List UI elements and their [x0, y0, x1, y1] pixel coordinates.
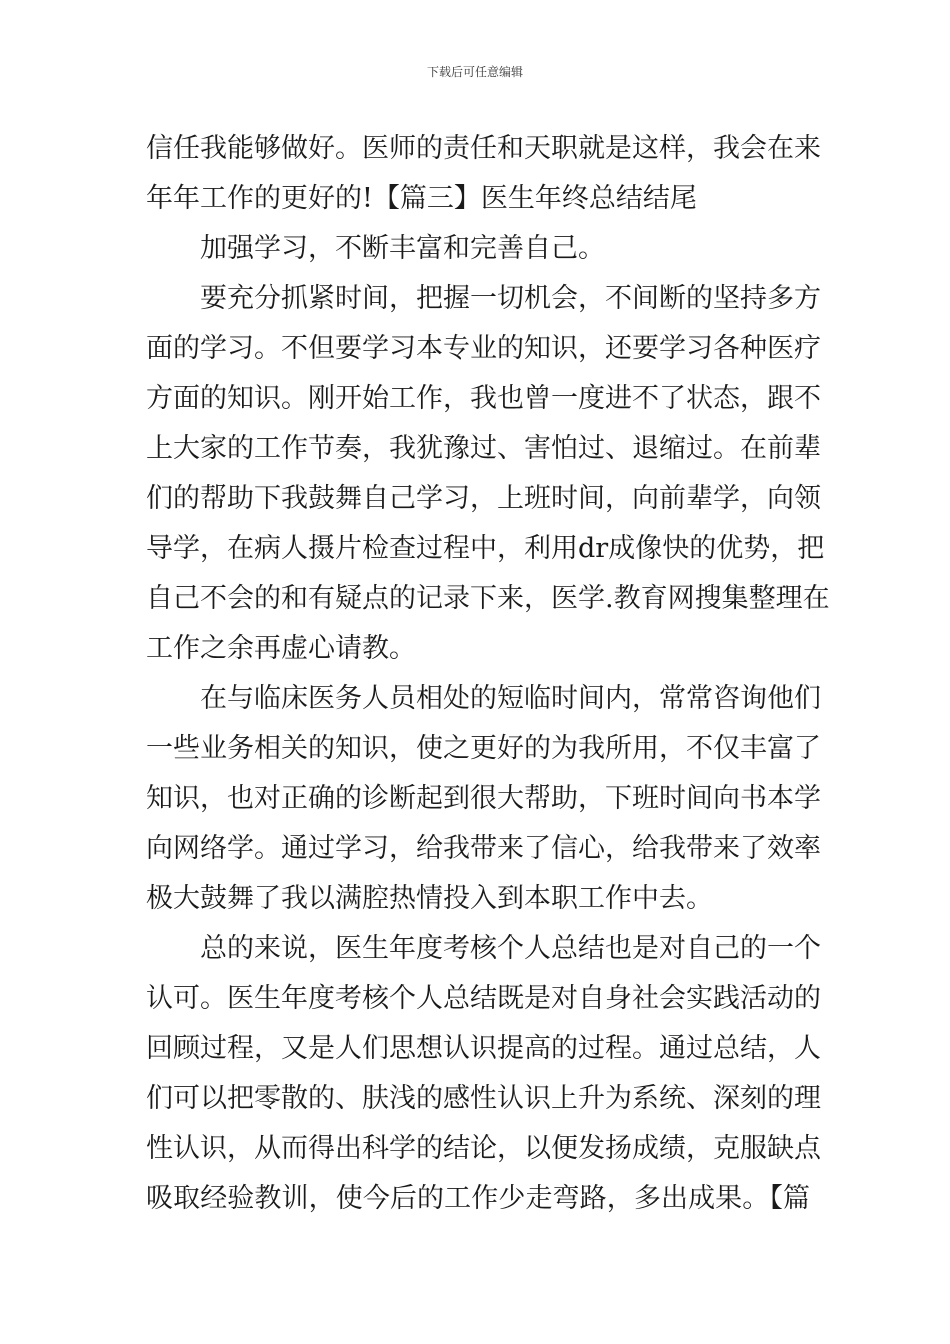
document-body — [146, 124, 830, 1224]
text-line: 工作之余再虚心请教。 — [146, 633, 416, 664]
text-line: 一些业务相关的知识，使之更好的为我所用，不仅丰富了 — [146, 733, 821, 764]
text-line: 吸取经验教训，使今后的工作少走弯路，多出成果。【篇 — [146, 1183, 810, 1214]
text-line: 加强学习，不断丰富和完善自己。 — [200, 233, 605, 264]
text-line: 认可。医生年度考核个人总结既是对自身社会实践活动的 — [146, 983, 821, 1014]
text-line: 极大鼓舞了我以满腔热情投入到本职工作中去。 — [146, 883, 713, 914]
text-line: 们的帮助下我鼓舞自己学习，上班时间，向前辈学，向领 — [146, 483, 821, 514]
text-line: 总的来说，医生年度考核个人总结也是对自己的一个 — [200, 933, 821, 964]
text-line: 面的学习。不但要学习本专业的知识，还要学习各种医疗 — [146, 333, 821, 364]
text-line: 信任我能够做好。医师的责任和天职就是这样，我会在来 — [146, 133, 821, 164]
text-line: 导学，在病人摄片检查过程中，利用dr成像快的优势，把 — [146, 533, 825, 564]
text-line: 知识，也对正确的诊断起到很大帮助，下班时间向书本学 — [146, 783, 821, 814]
text-line: 年年工作的更好的!【篇三】医生年终总结结尾 — [146, 183, 697, 214]
text-line: 要充分抓紧时间，把握一切机会，不间断的坚持多方 — [200, 283, 821, 314]
text-line: 自己不会的和有疑点的记录下来，医学.教育网搜集整理在 — [146, 583, 830, 614]
text-line: 方面的知识。刚开始工作，我也曾一度进不了状态，跟不 — [146, 383, 821, 414]
page-header: 下载后可任意编辑 — [426, 65, 523, 79]
text-line: 们可以把零散的、肤浅的感性认识上升为系统、深刻的理 — [146, 1083, 821, 1114]
text-line: 在与临床医务人员相处的短临时间内，常常咨询他们 — [200, 683, 821, 714]
text-line: 回顾过程，又是人们思想认识提高的过程。通过总结，人 — [146, 1033, 821, 1064]
text-line: 向网络学。通过学习，给我带来了信心，给我带来了效率 — [146, 833, 821, 864]
text-line: 性认识，从而得出科学的结论，以便发扬成绩，克服缺点 — [146, 1133, 821, 1164]
text-line: 上大家的工作节奏，我犹豫过、害怕过、退缩过。在前辈 — [146, 433, 821, 464]
